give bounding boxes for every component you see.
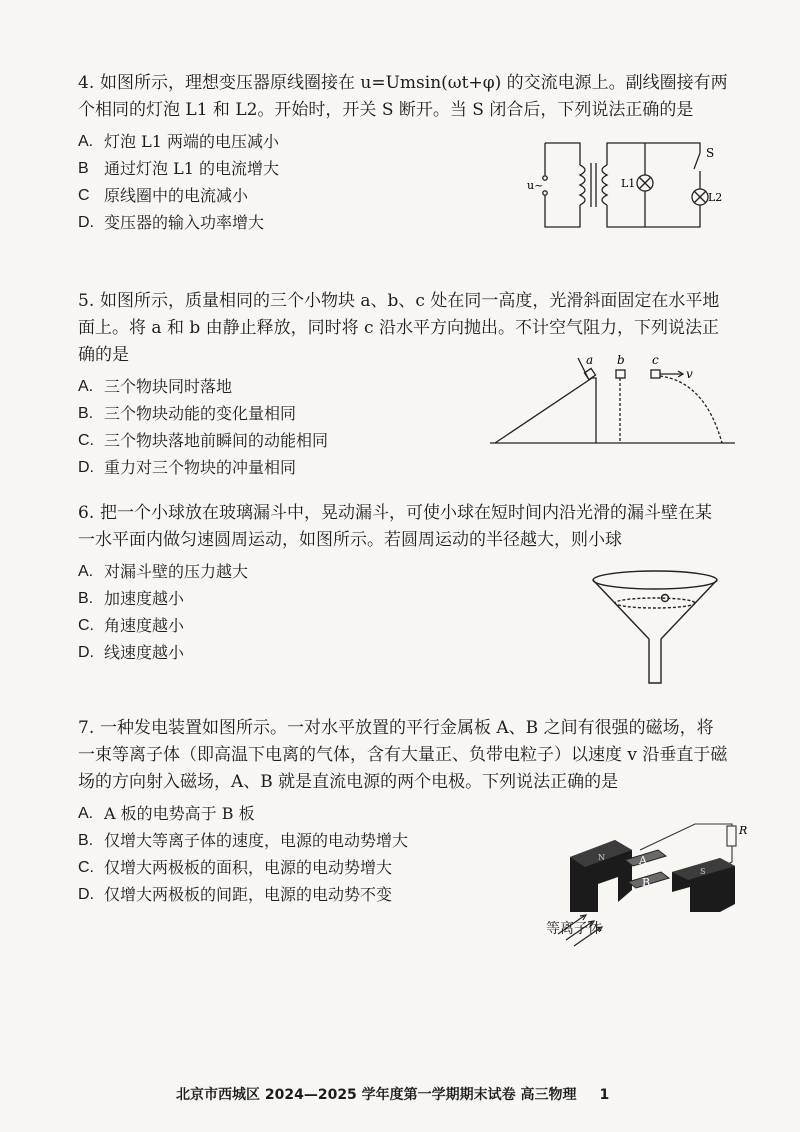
footer-text: 北京市西城区 2024—2025 学年度第一学期期末试卷 高三物理 (176, 1087, 577, 1103)
option-text: 原线圈中的电流减小 (104, 186, 249, 205)
option-text: 加速度越小 (104, 589, 185, 608)
option-letter: C. (78, 859, 94, 876)
option-text: 三个物块动能的变化量相同 (104, 404, 297, 423)
option-letter: C. (78, 432, 94, 449)
option-text: 对漏斗壁的压力越大 (104, 562, 249, 581)
option-letter: A. (78, 563, 94, 580)
stem-text: 一种发电装置如图所示。一对水平放置的平行金属板 A、B 之间有很强的磁场，将一束等离子体（即高温下电离的气体，含有大量正、负带电粒子）以速度 v 沿垂直于磁场的方向射入磁场，A、B 就是直流电源的两个电极。下列说法正确的是 (78, 718, 728, 792)
funnel-figure (585, 565, 725, 687)
block-a-label: a (586, 353, 594, 367)
question-number: 6. (78, 503, 95, 523)
block-b-label: b (617, 353, 625, 367)
option-text: 线速度越小 (104, 643, 185, 662)
question-number: 7. (78, 718, 95, 738)
option-text: 重力对三个物块的冲量相同 (104, 458, 297, 477)
option-text: 仅增大等离子体的速度，电源的电动势增大 (104, 831, 409, 850)
plasma-caption: 等离子体 (546, 921, 602, 937)
option-text: 通过灯泡 L1 的电流增大 (104, 159, 279, 178)
option-letter: D. (78, 886, 94, 903)
question-7-stem (78, 715, 728, 796)
option-letter: B. (78, 832, 94, 849)
velocity-label: v (686, 367, 693, 381)
option-letter: A. (78, 805, 94, 822)
page-number: 1 (599, 1087, 610, 1103)
option-letter: D. (78, 214, 94, 231)
stem-text: 如图所示，理想变压器原线圈接在 u=Umsin(ωt+φ) 的交流电源上。副线圈接有两个相同的灯泡 L1 和 L2。开始时，开关 S 断开。当 S 闭合后，下列说法正确的是 (78, 73, 728, 120)
incline-projectile-figure (490, 350, 740, 446)
lamp-2-label: L2 (708, 191, 723, 204)
option-text: 仅增大两极板的间距，电源的电动势不变 (104, 885, 393, 904)
option-letter: A. (78, 133, 94, 150)
option-text: 仅增大两极板的面积，电源的电动势增大 (104, 858, 393, 877)
transformer-circuit-figure (525, 135, 725, 235)
option-letter: C (78, 187, 90, 204)
option-text: 灯泡 L1 两端的电压减小 (104, 132, 279, 151)
option-text: 三个物块同时落地 (104, 377, 233, 396)
plate-b-label: B (642, 876, 651, 889)
plate-a-label: A (639, 854, 647, 867)
north-pole-label: N (598, 853, 605, 862)
stem-text: 如图所示，质量相同的三个小物块 a、b、c 处在同一高度，光滑斜面固定在水平地面上。将 a 和 b 由静止释放，同时将 c 沿水平方向抛出。不计空气阻力，下列说法正确的是 (78, 291, 720, 365)
block-c-label: c (652, 353, 659, 367)
resistor-label: R (739, 824, 748, 837)
page-footer (176, 1084, 609, 1104)
option-letter: C. (78, 617, 94, 634)
option-text: 变压器的输入功率增大 (104, 213, 265, 232)
question-6-stem (78, 500, 728, 554)
stem-text: 把一个小球放在玻璃漏斗中，晃动漏斗，可使小球在短时间内沿光滑的漏斗壁在某一水平面内做匀速圆周运动，如图所示。若圆周运动的半径越大，则小球 (78, 503, 712, 550)
option-text: A 板的电势高于 B 板 (104, 804, 255, 823)
question-number: 5. (78, 291, 95, 311)
option-text: 角速度越小 (104, 616, 185, 635)
source-label: u~ (527, 179, 544, 192)
lamp-1-label: L1 (621, 177, 636, 190)
south-pole-label: S (700, 867, 706, 876)
option-letter: B. (78, 590, 94, 607)
question-number: 4. (78, 73, 95, 93)
option-text: 三个物块落地前瞬间的动能相同 (104, 431, 329, 450)
switch-label: S (706, 146, 715, 160)
option-letter: D. (78, 644, 94, 661)
option-letter: D. (78, 459, 94, 476)
question-4-stem (78, 70, 728, 124)
option-letter: B. (78, 405, 94, 422)
option-d[interactable] (78, 454, 728, 481)
option-letter: A. (78, 378, 94, 395)
option-letter: B (78, 160, 89, 177)
